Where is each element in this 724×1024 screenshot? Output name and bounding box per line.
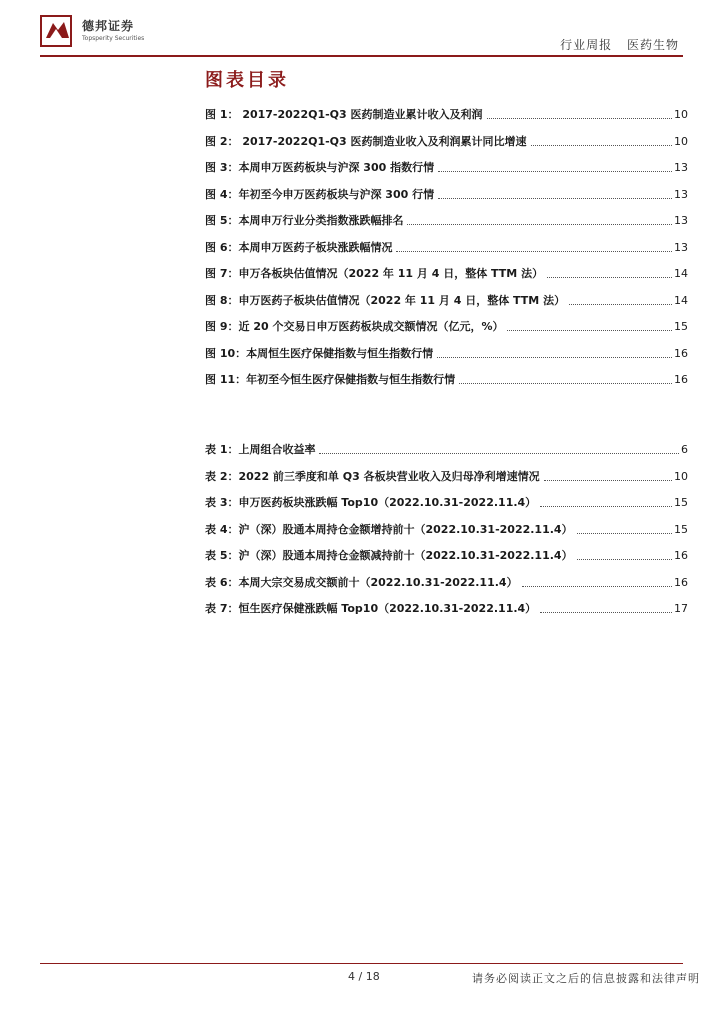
toc-table-entry[interactable] (205, 600, 688, 616)
dot-leader (437, 357, 672, 358)
toc-figure-entry-page: 10 (674, 134, 688, 148)
toc-table-entry-label: 表 3：申万医药板块涨跌幅 Top10（2022.10.31-2022.11.4） (205, 496, 537, 509)
dot-leader (487, 118, 672, 119)
toc-figure-entry-label: 图 10：本周恒生医疗保健指数与恒生指数行情 (205, 346, 434, 360)
toc-figure-entry-page: 13 (674, 214, 688, 227)
logo-mark-icon (40, 14, 76, 48)
dot-leader (577, 533, 672, 534)
toc-figure-entry-page: 10 (674, 108, 688, 121)
header-divider (40, 55, 683, 57)
dot-leader (438, 198, 672, 199)
toc-figure-entry-page: 16 (674, 373, 688, 386)
disclaimer-text: 请务必阅读正文之后的信息披露和法律声明 (472, 972, 700, 985)
toc-figure-entry-label: 图 9：近 20 个交易日申万医药板块成交额情况（亿元，%） (205, 320, 504, 333)
header-category (550, 36, 679, 53)
dot-leader (531, 145, 672, 146)
toc-table-entry-page: 17 (674, 602, 688, 615)
toc-figure-entry-label: 图 4：年初至今申万医药板块与沪深 300 行情 (205, 187, 435, 201)
page-header (0, 0, 724, 60)
toc-figure-entry[interactable] (205, 106, 688, 122)
toc-table-entry-label: 表 4：沪（深）股通本周持仓金额增持前十（2022.10.31-2022.11.4） (205, 522, 573, 536)
toc-table-entry-page: 16 (674, 549, 688, 562)
report-type: 行业周报 (560, 38, 613, 52)
toc-table-entry[interactable] (205, 441, 688, 457)
toc-figure-entry-page: 13 (674, 161, 688, 174)
toc-figure-entry-page: 16 (674, 346, 688, 360)
dot-leader (547, 277, 672, 278)
toc-figure-entry[interactable] (205, 265, 688, 281)
page-title: 图表目录 (205, 70, 289, 91)
toc-figure-entry-label: 图 7：申万各板块估值情况（2022 年 11 月 4 日，整体 TTM 法） (205, 267, 544, 280)
toc-figure-entry-label: 图 3：本周申万医药板块与沪深 300 指数行情 (205, 161, 435, 174)
toc-figure-entry-label: 图 8：申万医药子板块估值情况（2022 年 11 月 4 日，整体 TTM 法） (205, 293, 566, 307)
toc-table-entry[interactable] (205, 494, 688, 510)
dot-leader (507, 330, 672, 331)
toc-table-entry-label: 表 1：上周组合收益率 (205, 443, 316, 456)
toc-figure-entry[interactable] (205, 292, 688, 308)
toc-table-entry-page: 10 (674, 469, 688, 483)
footer-divider (40, 963, 683, 964)
company-logo (40, 14, 160, 48)
toc-figure-entry[interactable] (205, 159, 688, 175)
dot-leader (544, 480, 672, 481)
toc-figure-entry[interactable] (205, 371, 688, 387)
toc-figure-entry-label: 图 6：本周申万医药子板块涨跌幅情况 (205, 240, 393, 254)
toc-figure-entry[interactable] (205, 345, 688, 361)
toc-table-entry-page: 6 (681, 443, 688, 456)
toc-table-entry[interactable] (205, 547, 688, 563)
dot-leader (438, 171, 672, 172)
toc-figure-entry-page: 13 (674, 240, 688, 254)
toc-table-entry-label: 表 5：沪（深）股通本周持仓金额减持前十（2022.10.31-2022.11.4） (205, 549, 573, 562)
toc-table-entry-page: 15 (674, 522, 688, 536)
dot-leader (577, 559, 672, 560)
toc-figure-entry[interactable] (205, 133, 688, 149)
toc-table-entry-label: 表 7：恒生医疗保健涨跌幅 Top10（2022.10.31-2022.11.4） (205, 602, 537, 615)
toc-table-entry[interactable] (205, 574, 688, 590)
toc-figure-entry-label: 图 2： 2017-2022Q1-Q3 医药制造业收入及利润累计同比增速 (205, 134, 527, 148)
toc-table-entry-label: 表 6：本周大宗交易成交额前十（2022.10.31-2022.11.4） (205, 575, 518, 589)
toc-figure-entry[interactable] (205, 212, 688, 228)
toc-figure-entry[interactable] (205, 186, 688, 202)
toc-table-entry-page: 16 (674, 575, 688, 589)
dot-leader (407, 224, 672, 225)
toc-figure-entry[interactable] (205, 318, 688, 334)
dot-leader (396, 251, 672, 252)
dot-leader (522, 586, 672, 587)
logo-text-en: Topsperity Securities (82, 35, 145, 42)
dot-leader (540, 506, 672, 507)
dot-leader (540, 612, 672, 613)
toc-figure-entry-page: 13 (674, 187, 688, 201)
toc-figure-entry-label: 图 1： 2017-2022Q1-Q3 医药制造业累计收入及利润 (205, 108, 483, 121)
toc-figure-entry[interactable] (205, 239, 688, 255)
toc-figure-entry-page: 15 (674, 320, 688, 333)
toc-table-entry-page: 15 (674, 496, 688, 509)
dot-leader (459, 383, 672, 384)
toc-table-entry[interactable] (205, 468, 688, 484)
sector-name: 医药生物 (626, 38, 679, 52)
toc-figure-entry-label: 图 11：年初至今恒生医疗保健指数与恒生指数行情 (205, 373, 456, 386)
toc-figure-entry-page: 14 (674, 267, 688, 280)
logo-text-cn: 德邦证券 (82, 19, 135, 33)
dot-leader (569, 304, 672, 305)
page-number: 4 / 18 (348, 970, 380, 983)
toc-figure-entry-page: 14 (674, 293, 688, 307)
toc-figure-entry-label: 图 5：本周申万行业分类指数涨跌幅排名 (205, 214, 404, 227)
dot-leader (319, 453, 679, 454)
toc-table-entry[interactable] (205, 521, 688, 537)
toc-table-entry-label: 表 2：2022 前三季度和单 Q3 各板块营业收入及归母净利增速情况 (205, 469, 540, 483)
